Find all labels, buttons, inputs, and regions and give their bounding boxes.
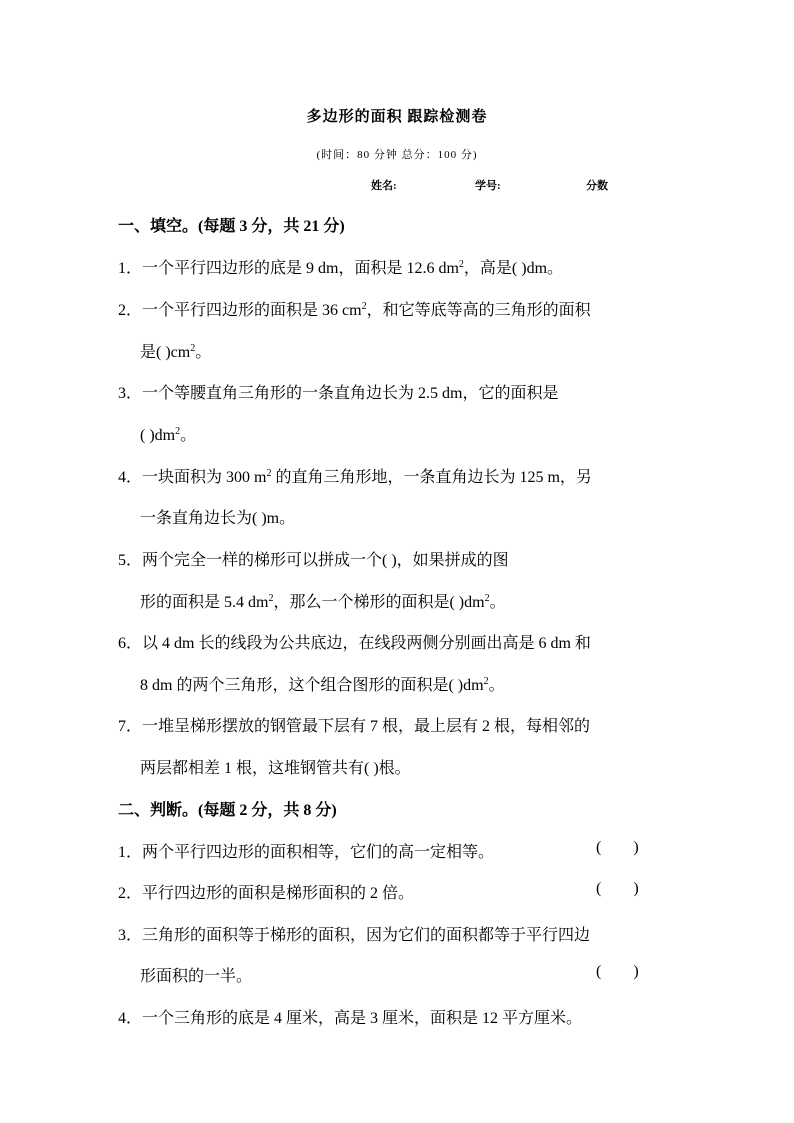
fill-question-6: 6．以 4 dm 长的线段为公共底边，在线段两侧分别画出高是 6 dm 和	[118, 635, 591, 652]
fill-question-7-continued: 两层都相差 1 根，这堆钢管共有( )根。	[140, 760, 411, 777]
fill-question-7: 7．一堆呈梯形摆放的钢管最下层有 7 根，最上层有 2 根，每相邻的	[118, 718, 591, 735]
judge-answer-blank-2: ( )	[596, 880, 639, 897]
student-id-label: 学号:	[475, 180, 501, 192]
fill-question-2: 2．一个平行四边形的面积是 36 $cm^2$，和它等底等高的三角形的面积	[118, 301, 591, 319]
score-label: 分数	[586, 180, 608, 192]
judge-answer-blank-1: ( )	[596, 839, 639, 856]
judge-question-4: 4．一个三角形的底是 4 厘米，高是 3 厘米，面积是 12 平方厘米。	[118, 1010, 583, 1027]
fill-question-5-continued: 形的面积是 5.4 $dm^2$，那么一个梯形的面积是( )$dm^2$。	[140, 593, 506, 611]
judge-question-2: 2．平行四边形的面积是梯形面积的 2 倍。	[118, 885, 415, 902]
fill-question-4: 4．一块面积为 300 $m^2$ 的直角三角形地，一条直角边长为 125 m，另	[118, 468, 592, 486]
judge-question-1: 1．两个平行四边形的面积相等，它们的高一定相等。	[118, 844, 495, 861]
fill-question-3-continued: ( )$dm^2$。	[140, 426, 197, 444]
fill-question-1: 1．一个平行四边形的底是 9 dm，面积是 12.6 $dm^2$，高是( )dm。	[118, 259, 564, 277]
section-2-heading: 二、判断。(每题 2 分，共 8 分)	[118, 802, 337, 819]
section-1-heading: 一、填空。(每题 3 分，共 21 分)	[118, 218, 345, 235]
name-label: 姓名:	[371, 180, 397, 192]
judge-question-3: 3．三角形的面积等于梯形的面积，因为它们的面积都等于平行四边	[118, 927, 591, 944]
fill-question-4-continued: 一条直角边长为( )m。	[140, 510, 296, 527]
fill-question-5: 5．两个完全一样的梯形可以拼成一个( )，如果拼成的图	[118, 552, 509, 569]
worksheet-title: 多边形的面积 跟踪检测卷	[306, 109, 488, 125]
fill-question-3: 3．一个等腰直角三角形的一条直角边长为 2.5 dm，它的面积是	[118, 385, 559, 402]
fill-question-6-continued: 8 dm 的两个三角形，这个组合图形的面积是( )$dm^2$。	[140, 676, 505, 694]
time-score-info: (时间：80 分钟 总分：100 分)	[316, 149, 478, 161]
judge-answer-blank-3: ( )	[596, 963, 639, 980]
judge-question-3-continued: 形面积的一半。	[140, 968, 253, 985]
fill-question-2-continued: 是( )$cm^2$。	[140, 343, 212, 361]
